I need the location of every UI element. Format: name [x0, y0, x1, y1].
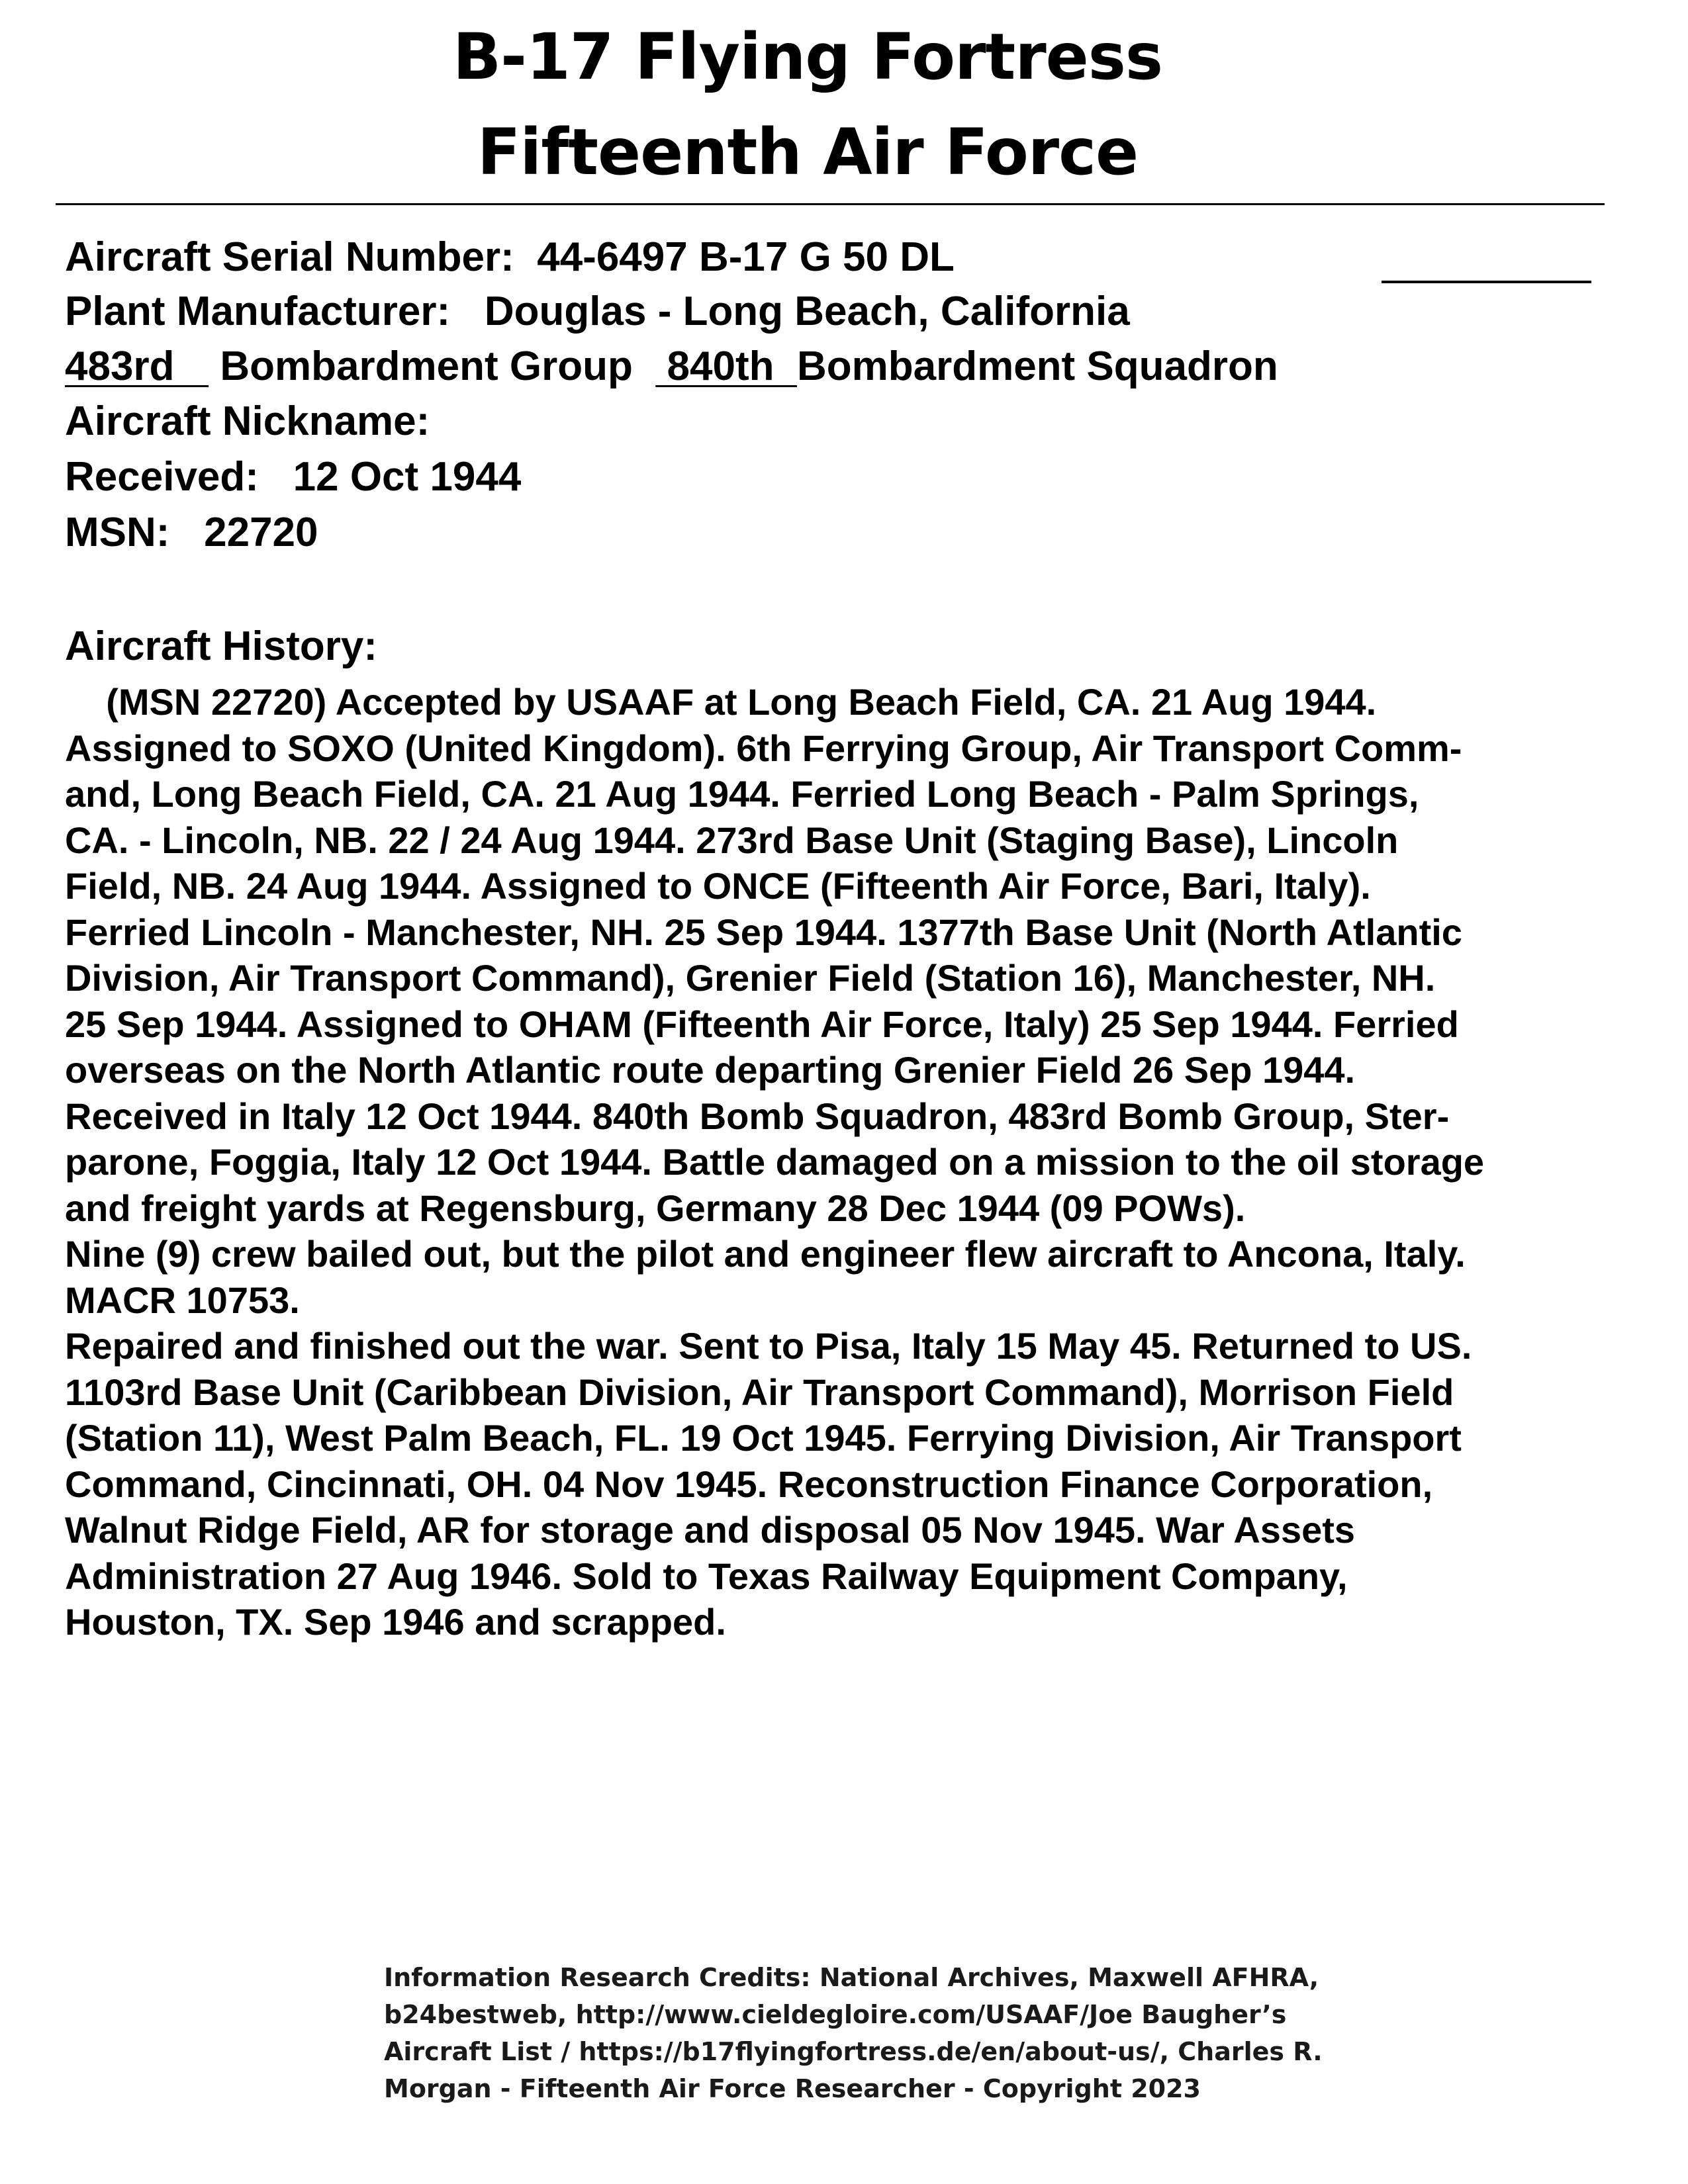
msn-label: MSN: [65, 510, 170, 555]
history-line: Houston, TX. Sep 1946 and scrapped. [65, 1601, 726, 1643]
credits-line: Morgan - Fifteenth Air Force Researcher - Copyright 2023 [384, 2074, 1201, 2103]
nickname-row [65, 398, 430, 444]
history-body [65, 679, 1667, 1645]
history-line: Received in Italy 12 Oct 1944. 840th Bomb Squadron, 483rd Bomb Group, Ster- [65, 1095, 1450, 1137]
history-line: (MSN 22720) Accepted by USAAF at Long Beach Field, CA. 21 Aug 1944. [65, 681, 1377, 723]
history-line: 1103rd Base Unit (Caribbean Division, Air Transport Command), Morrison Field [65, 1371, 1454, 1413]
group-label: Bombardment Group [220, 343, 633, 389]
history-line: overseas on the North Atlantic route departing Grenier Field 26 Sep 1944. [65, 1049, 1356, 1091]
received-value: 12 Oct 1944 [293, 454, 522, 500]
history-line: Division, Air Transport Command), Grenier Field (Station 16), Manchester, NH. [65, 957, 1436, 999]
history-line: Field, NB. 24 Aug 1944. Assigned to ONCE (Fifteenth Air Force, Bari, Italy). [65, 865, 1371, 907]
history-line: and, Long Beach Field, CA. 21 Aug 1944. Ferried Long Beach - Palm Springs, [65, 773, 1419, 815]
page-title-line1: B-17 Flying Fortress [452, 20, 1163, 94]
history-line: and freight yards at Regensburg, Germany 28 Dec 1944 (09 POWs). [65, 1187, 1246, 1229]
nickname-label: Aircraft Nickname: [65, 398, 430, 444]
history-line: Ferried Lincoln - Manchester, NH. 25 Sep 1944. 1377th Base Unit (North Atlantic [65, 911, 1462, 953]
history-line: Walnut Ridge Field, AR for storage and disposal 05 Nov 1945. War Assets [65, 1509, 1356, 1551]
history-line: 25 Sep 1944. Assigned to OHAM (Fifteenth Air Force, Italy) 25 Sep 1944. Ferried [65, 1003, 1459, 1045]
squadron-value: 840th [667, 343, 774, 389]
history-line: Nine (9) crew bailed out, but the pilot and engineer flew aircraft to Ancona, Italy. [65, 1233, 1466, 1275]
page-title-line2: Fifteenth Air Force [477, 115, 1139, 189]
research-credits [384, 1959, 1323, 2107]
history-line: Assigned to SOXO (United Kingdom). 6th Ferrying Group, Air Transport Comm- [65, 727, 1462, 769]
group-value: 483rd [65, 343, 175, 389]
credits-line: Information Research Credits: National Archives, Maxwell AFHRA, [384, 1963, 1319, 1992]
serial-number-label: Aircraft Serial Number: [65, 234, 514, 280]
squadron-label: Bombardment Squadron [796, 343, 1278, 389]
serial-blank-line [1382, 281, 1591, 283]
received-label: Received: [65, 454, 259, 500]
history-heading: Aircraft History: [65, 623, 377, 669]
history-line: CA. - Lincoln, NB. 22 / 24 Aug 1944. 273rd Base Unit (Staging Base), Lincoln [65, 819, 1399, 861]
history-line: MACR 10753. [65, 1279, 300, 1321]
group-squadron-row [65, 343, 1278, 389]
plant-manufacturer-row [65, 291, 1130, 332]
history-line: parone, Foggia, Italy 12 Oct 1944. Battle damaged on a mission to the oil storage [65, 1141, 1485, 1183]
history-line: Administration 27 Aug 1946. Sold to Texas Railway Equipment Company, [65, 1555, 1348, 1597]
credits-line: b24bestweb, http://www.cieldegloire.com/USAAF/Joe Baugher’s [384, 2000, 1287, 2029]
credits-line: Aircraft List / https://b17flyingfortress.de/en/about-us/, Charles R. [384, 2037, 1323, 2066]
received-row [65, 454, 522, 500]
history-line: Command, Cincinnati, OH. 04 Nov 1945. Reconstruction Finance Corporation, [65, 1463, 1433, 1505]
plant-manufacturer-value: Douglas - Long Beach, California [484, 289, 1130, 334]
history-line: Repaired and finished out the war. Sent to Pisa, Italy 15 May 45. Returned to US. [65, 1325, 1472, 1367]
msn-row [65, 512, 318, 553]
plant-manufacturer-label: Plant Manufacturer: [65, 289, 451, 334]
history-line: (Station 11), West Palm Beach, FL. 19 Oct 1945. Ferrying Division, Air Transport [65, 1417, 1462, 1459]
serial-number-value: 44-6497 B-17 G 50 DL [537, 234, 955, 280]
header-divider [56, 203, 1605, 205]
serial-number-row [65, 234, 955, 280]
msn-value: 22720 [204, 510, 318, 555]
